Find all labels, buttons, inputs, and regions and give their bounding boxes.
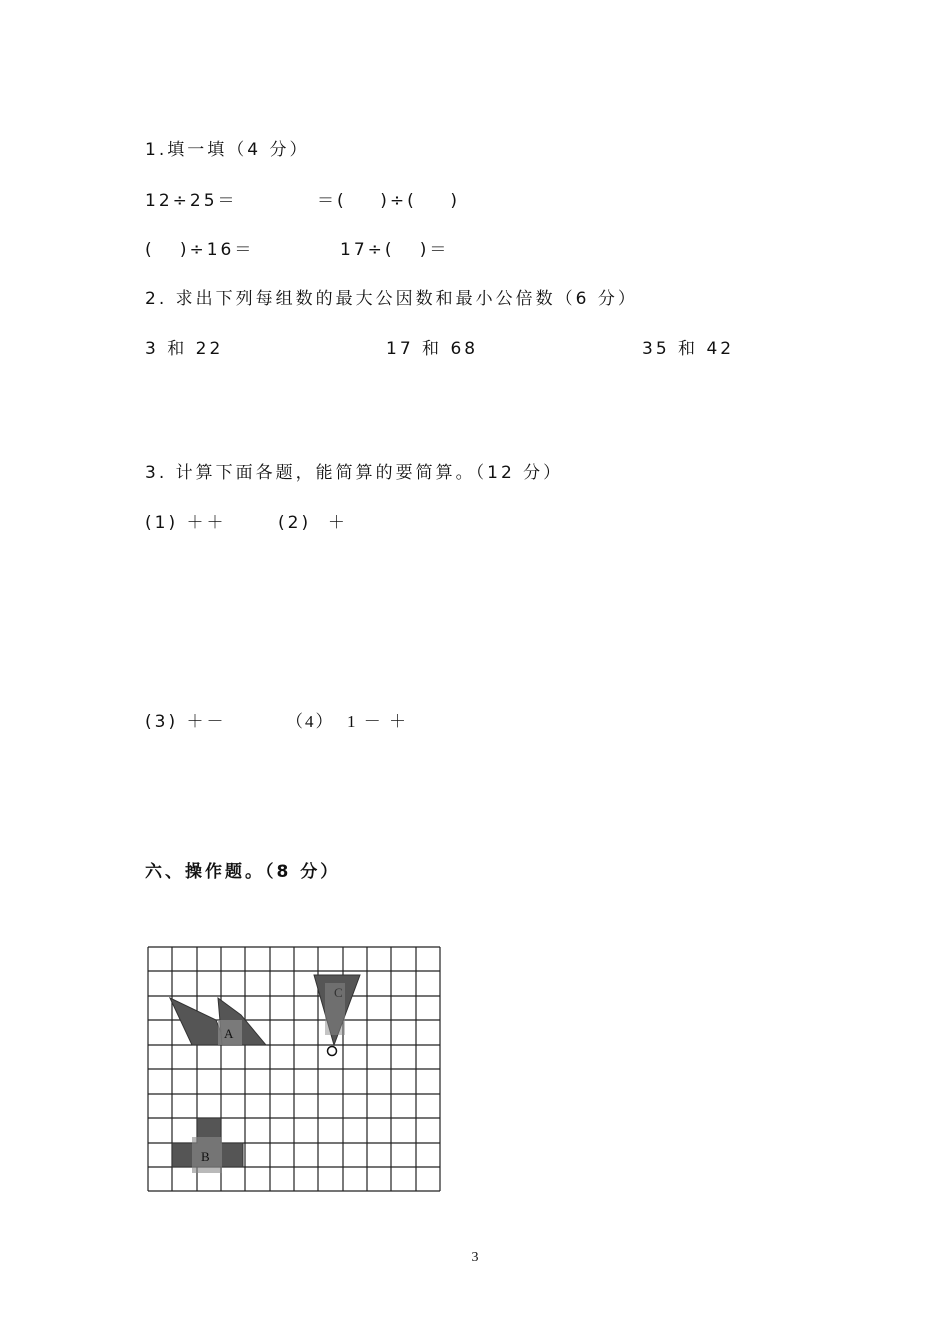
- q2-title: 2. 求出下列每组数的最大公因数和最小公倍数（6 分）: [145, 289, 638, 309]
- q2-pair-1: 3 和 22: [145, 339, 224, 359]
- q3-problem-1: (1) ＋＋: [145, 513, 227, 533]
- section6-title: 六、操作题。（8 分）: [145, 862, 341, 882]
- q3-problem-4: （4） 1 － ＋: [286, 712, 408, 731]
- page-number: 3: [471, 1250, 479, 1265]
- q1-title: 1.填一填（4 分）: [145, 140, 310, 160]
- q1-row-2: [145, 239, 745, 261]
- q1-row-1: [145, 190, 745, 212]
- label-b: B: [201, 1149, 210, 1164]
- q2-pairs: [145, 338, 795, 360]
- q1-row1-right: ＝( )÷( ): [317, 191, 461, 211]
- q1-row1-left: 12÷25＝: [145, 191, 238, 211]
- label-c: C: [334, 985, 343, 1000]
- q1-row2-right: 17÷( )＝: [340, 240, 450, 260]
- q3-problem-3: (3) ＋－: [145, 712, 227, 732]
- q1-row2-left: ( )÷16＝: [145, 240, 255, 260]
- rotation-point-o: [328, 1047, 337, 1056]
- shape-a-left: [170, 998, 226, 1045]
- q2-pair-3: 35 和 42: [642, 339, 735, 359]
- q3-row-2: [145, 711, 545, 733]
- q3-title: 3. 计算下面各题，能简算的要简算。（12 分）: [145, 463, 564, 483]
- q3-row-1: [145, 512, 545, 534]
- label-a: A: [224, 1026, 234, 1041]
- q3-problem-2: (2) ＋: [278, 513, 348, 533]
- grid-figure: [146, 945, 444, 1195]
- q2-pair-2: 17 和 68: [386, 339, 479, 359]
